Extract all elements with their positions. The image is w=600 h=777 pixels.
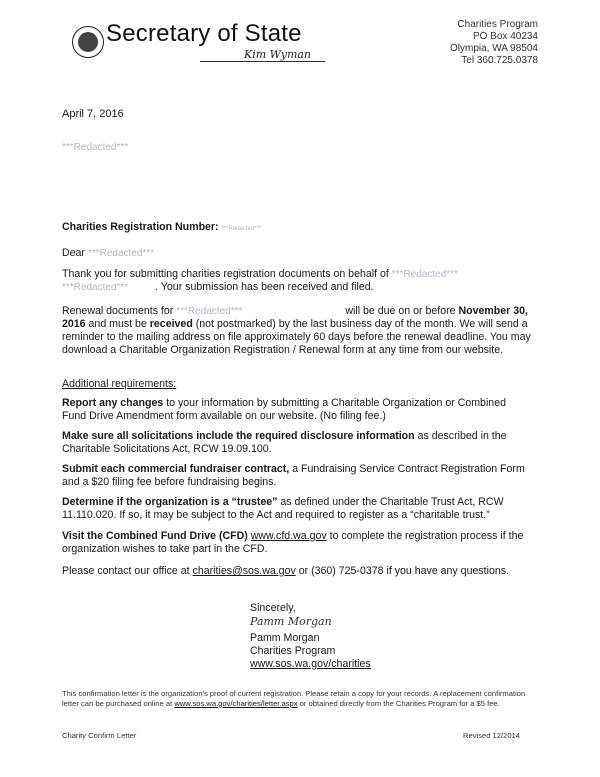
paragraph-text: (not postmarked) by the last business day of the month. We will send a reminder to the mailing address on file approximately 60 days before the renewal deadline. You may download a Charitable Organization Registration / Renewal form at any time from our website. — [62, 318, 531, 356]
salutation-word: Dear — [62, 247, 85, 259]
signer-name: Pamm Morgan — [250, 632, 320, 644]
recipient-redacted: ***Redacted*** — [62, 142, 129, 153]
agency-title: Secretary of State — [106, 20, 302, 47]
requirement-title: Report any changes — [62, 397, 164, 409]
requirement-text: to complete the registration process if the organization wishes to take part in the CFD. — [62, 530, 524, 555]
address-line: Tel 360.725.0378 — [461, 55, 538, 66]
email-link[interactable]: charities@sos.wa.gov — [192, 565, 296, 577]
paragraph-text: and must be — [88, 318, 147, 330]
requirement-text: as described in the Charitable Solicitations Act, RCW 19.09.100. — [62, 430, 507, 455]
paragraph-text: Thank you for submitting charities registration documents on behalf of — [62, 268, 389, 280]
letter-date: April 7, 2016 — [62, 108, 124, 120]
footer-notice — [62, 689, 537, 708]
address-line: Charities Program — [457, 19, 538, 30]
paragraph-text: Renewal documents for — [62, 305, 174, 317]
salutation-name: ***Redacted*** — [87, 248, 155, 259]
paragraph-text: or (360) 725-0378 if you have any questions. — [298, 565, 509, 577]
redacted-text: ***Redacted*** — [62, 282, 129, 293]
requirement-title: Submit each commercial fundraiser contract, — [62, 463, 290, 475]
contact-paragraph — [62, 565, 532, 578]
received-emphasis: received — [149, 318, 193, 330]
requirement-text: a Fundraising Service Contract Registration Form and a $20 filing fee before fundraising begins. — [62, 463, 525, 488]
due-date: November 30, 2016 — [62, 305, 528, 330]
replacement-letter-link[interactable]: www.sos.wa.gov/charities/letter.aspx — [174, 698, 298, 708]
address-line: PO Box 40234 — [472, 31, 538, 42]
requirement-item — [62, 463, 532, 489]
registration-line — [62, 221, 532, 236]
requirement-item — [62, 530, 532, 556]
secretary-signature: Kim Wyman — [244, 48, 312, 61]
registration-label: Charities Registration Number: — [62, 221, 219, 233]
redacted-text: ***Redacted*** — [391, 269, 458, 280]
requirement-item — [62, 430, 532, 456]
address-line: Olympia, WA 98504 — [449, 43, 538, 54]
requirement-title: Visit the Combined Fund Drive (CFD) — [62, 530, 248, 542]
signature-script: Pamm Morgan — [250, 615, 332, 628]
revision-date: Revised 12/2014 — [463, 731, 520, 740]
requirement-item — [62, 397, 532, 423]
return-address — [450, 19, 538, 67]
requirement-title: Determine if the organization is a “trustee” — [62, 496, 278, 508]
state-seal-icon — [72, 26, 104, 58]
requirement-text: as defined under the Charitable Trust Act, RCW 11.110.020. If so, it may be subject to the Act and required to register as a “charitable trust.” — [62, 496, 504, 521]
paragraph-submission — [62, 268, 532, 294]
form-name: Charity Confirm Letter — [62, 731, 137, 740]
requirement-title: Make sure all solicitations include the required disclosure information — [62, 430, 415, 442]
registration-value: ***Redacted*** — [221, 226, 262, 232]
salutation — [62, 247, 532, 260]
cfd-link[interactable]: www.cfd.wa.gov — [250, 530, 327, 542]
paragraph-text: Please contact our office at — [62, 565, 190, 577]
paragraph-text: will be due on or before — [345, 305, 456, 317]
paragraph-renewal — [62, 305, 532, 357]
letterhead-rule — [200, 61, 325, 62]
footer-text: or obtained directly from the Charities Program for a $5 fee. — [299, 698, 500, 708]
charities-website-link[interactable]: www.sos.wa.gov/charities — [250, 658, 371, 670]
requirements-heading: Additional requirements: — [62, 378, 177, 390]
paragraph-text: . Your submission has been received and filed. — [155, 281, 374, 293]
requirement-item — [62, 496, 532, 522]
closing-sincerely: Sincerely, — [250, 602, 296, 614]
signer-program: Charities Program — [250, 645, 336, 657]
footer-text: This confirmation letter is the organization's proof of current registration. Please retain a copy for your records. A replacement confirmation letter can be purchased online at — [62, 689, 526, 708]
redacted-text: ***Redacted*** — [176, 306, 243, 317]
requirement-text: to your information by submitting a Charitable Organization or Combined Fund Drive Amendment form available on our website. (No filing fee.) — [62, 397, 506, 422]
